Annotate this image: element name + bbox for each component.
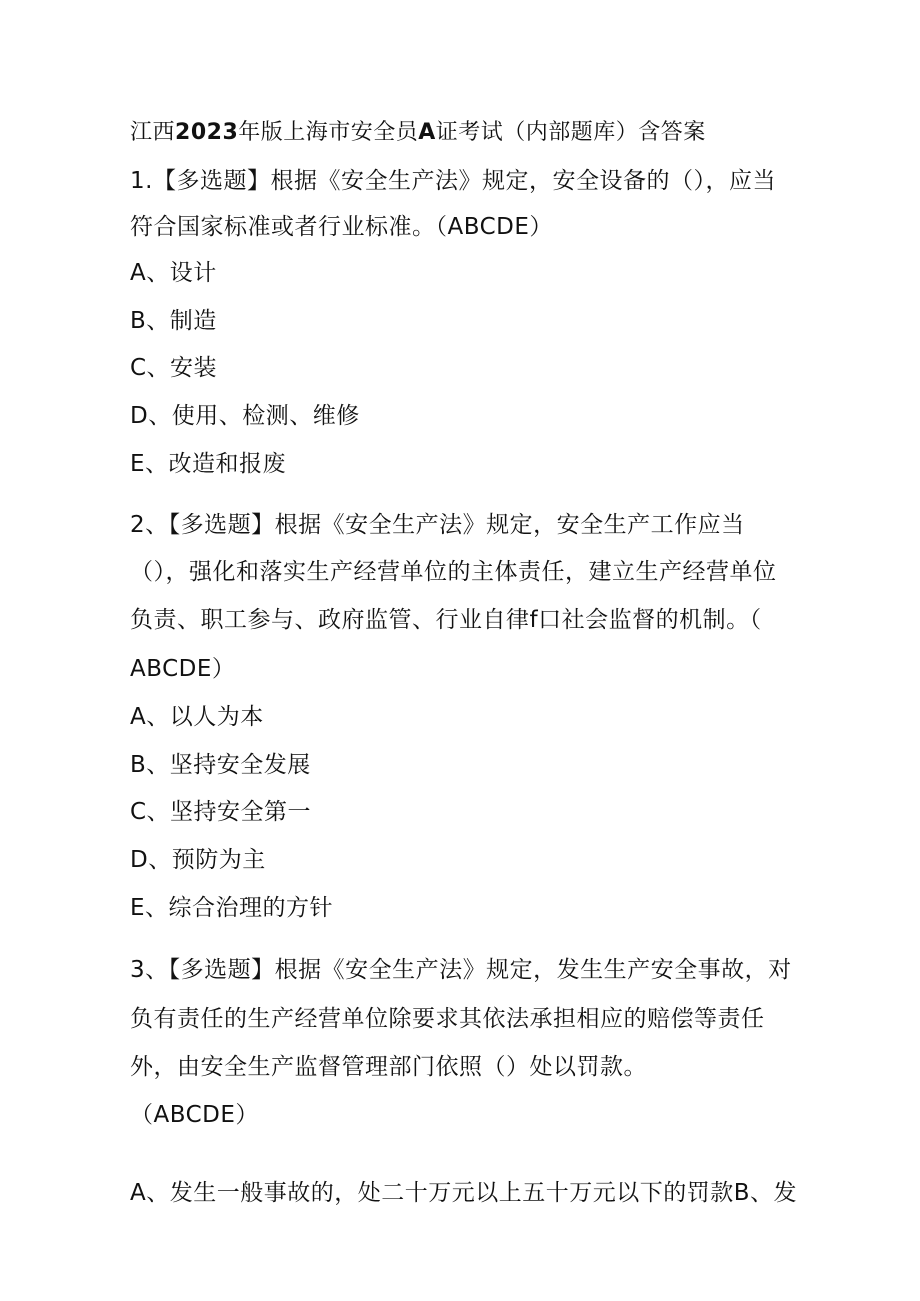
q3-option-a: A、发生一般事故的，处二十万元以上五十万元以下的罚款B、发 xyxy=(130,1180,798,1206)
q2-stem-line-3: 负责、职工参与、政府监管、行业自律f口社会监督的机制。（ xyxy=(130,607,762,633)
q2-stem-line-4: ABCDE） xyxy=(130,656,236,682)
q3-stem-line-1: 3、【多选题】根据《安全生产法》规定，发生生产安全事故，对 xyxy=(130,957,792,983)
q1-option-b: B、制造 xyxy=(130,308,217,334)
q1-option-e: E、改造和报废 xyxy=(130,451,287,477)
q2-stem-line-1: 2、【多选题】根据《安全生产法》规定，安全生产工作应当 xyxy=(130,512,745,538)
q1-option-d: D、使用、检测、维修 xyxy=(130,403,360,429)
q2-option-c: C、坚持安全第一 xyxy=(130,799,312,825)
q2-option-e: E、综合治理的方针 xyxy=(130,895,334,921)
q1-option-c: C、安装 xyxy=(130,355,218,381)
q1-option-a: A、设计 xyxy=(130,260,217,286)
q3-stem-line-4: （ABCDE） xyxy=(130,1102,259,1128)
q2-option-a: A、以人为本 xyxy=(130,704,264,730)
q2-option-d: D、预防为主 xyxy=(130,847,266,873)
q1-stem-line-1: 1.【多选题】根据《安全生产法》规定，安全设备的（），应当 xyxy=(130,168,776,194)
q3-stem-line-3: 外，由安全生产监督管理部门依照（）处以罚款。 xyxy=(130,1054,647,1080)
q2-stem-line-2: （），强化和落实生产经营单位的主体责任，建立生产经营单位 xyxy=(130,559,777,585)
document-title: 江西2023年版上海市安全员A证考试（内部题库）含答案 xyxy=(130,120,706,145)
q3-stem-line-2: 负有责任的生产经营单位除要求其依法承担相应的赔偿等责任 xyxy=(130,1006,765,1032)
q2-option-b: B、坚持安全发展 xyxy=(130,752,311,778)
q1-stem-line-2: 符合国家标准或者行业标准。（ABCDE） xyxy=(130,214,553,240)
